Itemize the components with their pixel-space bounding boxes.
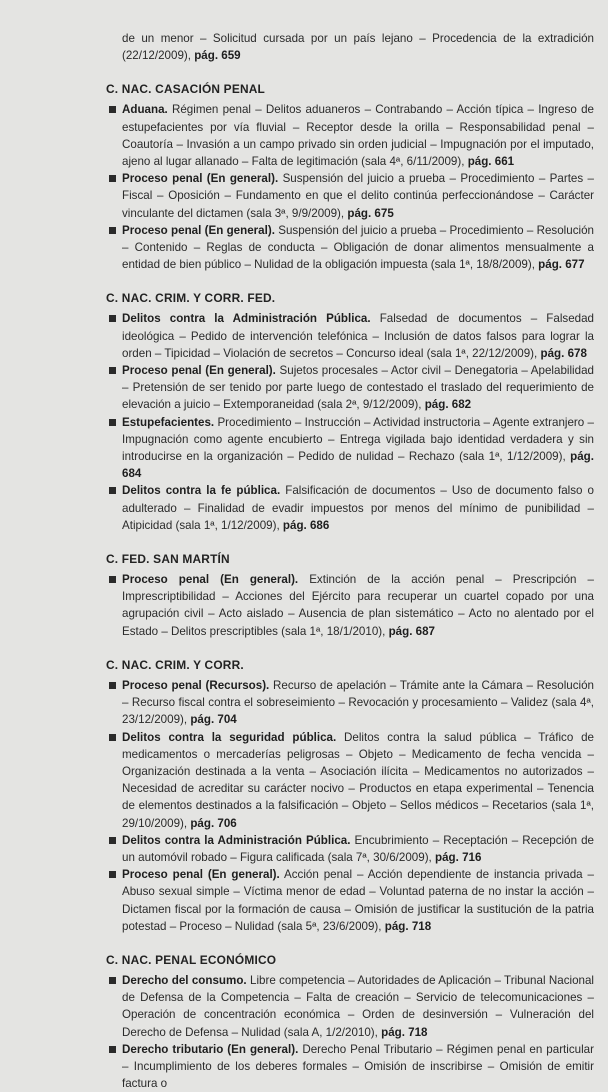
entry-list xyxy=(106,972,594,1092)
section-heading: C. NAC. PENAL ECONÓMICO xyxy=(106,952,277,967)
square-bullet-icon xyxy=(109,682,116,689)
court-section xyxy=(106,290,594,534)
square-bullet-icon xyxy=(109,106,116,113)
intro-text: de un menor – Solicitud cursada por un país lejano – Procedencia de la extradición (22/12/2009), xyxy=(122,32,594,63)
entry-list xyxy=(106,101,594,273)
entry-title: Proceso penal (En general). xyxy=(122,868,280,882)
intro-paragraph xyxy=(106,30,594,64)
list-item xyxy=(106,729,594,832)
court-section xyxy=(106,81,594,273)
entry-text: Régimen penal – Delitos aduaneros – Contrabando – Acción típica – Ingreso de estupefacientes por vía fluvial – Receptor desde la orilla – Responsabilidad penal – Coautoría – Invasión a un campo privado sin orden judicial – Impugnación por el imputado, ajeno al lugar allanado – Falta de legitimación (sala 4ª, 6/11/2009), xyxy=(122,103,594,169)
entry-title: Proceso penal (Recursos). xyxy=(122,678,270,692)
entry-text: Encubrimiento – Receptación – Recepción de un automóvil robado – Figura calificada (sala 7ª, 30/6/2009), xyxy=(122,833,594,864)
entry-list xyxy=(106,310,594,534)
entry-page-ref: pág. 678 xyxy=(540,346,587,360)
entry-title: Estupefacientes. xyxy=(122,415,215,429)
court-section xyxy=(106,657,594,935)
entry-text: Falsificación de documentos – Uso de documento falso o adulterado – Finalidad de evadir impuestos por menos del mínimo de punibilidad – Atipicidad (sala 1ª, 1/12/2009), xyxy=(122,484,594,532)
entry-title: Delitos contra la Administración Pública. xyxy=(122,312,371,326)
square-bullet-icon xyxy=(109,871,116,878)
section-heading: C. NAC. CRIM. Y CORR. xyxy=(106,657,244,672)
list-item xyxy=(106,170,594,222)
entry-page-ref: pág. 684 xyxy=(122,450,594,481)
list-item xyxy=(106,1041,594,1092)
list-item xyxy=(106,414,594,483)
entry-page-ref: pág. 704 xyxy=(190,713,237,727)
entry-page-ref: pág. 718 xyxy=(384,919,432,933)
square-bullet-icon xyxy=(109,1046,116,1053)
court-section xyxy=(106,952,594,1092)
entry-page-ref: pág. 716 xyxy=(435,850,482,864)
list-item xyxy=(106,362,594,414)
section-heading: C. NAC. CASACIÓN PENAL xyxy=(106,82,265,97)
entry-page-ref: pág. 706 xyxy=(190,816,237,830)
square-bullet-icon xyxy=(109,487,116,494)
section-heading: C. FED. SAN MARTÍN xyxy=(106,552,230,567)
entry-list xyxy=(106,571,594,640)
list-item xyxy=(106,866,594,935)
court-section xyxy=(106,551,594,640)
entry-text: Procedimiento – Instrucción – Actividad instructoria – Agente extranjero – Impugnación como agente encubierto – Entrega vigilada bajo identidad verdadera y sin introducirse en la organización – Pedido de nulidad – Rechazo (sala 1ª, 1/12/2009), xyxy=(122,415,594,464)
entry-text: Extinción de la acción penal – Prescripción – Imprescriptibilidad – Acciones del Ejército para recuperar un cuartel copado por una agrupación civil – Acto aislado – Ausencia de plan sistemático – Acto no alentado por el Estado – Delitos prescriptibles (sala 1ª, 18/1/2010), xyxy=(122,573,594,638)
list-item xyxy=(106,310,594,362)
entry-text: Falsedad de documentos – Falsedad ideológica – Pedido de intervención telefónica – Inclusión de datos falsos para lograr la orden – Tipicidad – Violación de secretos – Concurso ideal (sala 1ª, 22/12/2009), xyxy=(122,312,594,360)
entry-title: Proceso penal (En general). xyxy=(122,364,276,378)
square-bullet-icon xyxy=(109,734,116,741)
entry-page-ref: pág. 661 xyxy=(467,155,515,169)
list-item xyxy=(106,482,594,534)
entry-title: Delitos contra la fe pública. xyxy=(122,484,281,498)
square-bullet-icon xyxy=(109,977,116,984)
list-item xyxy=(106,222,594,274)
entry-page-ref: pág. 686 xyxy=(282,518,330,532)
entry-text: Suspensión del juicio a prueba – Procedimiento – Resolución – Contenido – Reglas de conducta – Obligación de donar alimentos mensualmente a entidad de bien público – Nulidad de la obligación impuesta (sala 1ª, 18/8/2009), xyxy=(122,223,594,272)
entry-text: Suspensión del juicio a prueba – Procedimiento – Partes – Fiscal – Oposición – Fundamento en que el delito continúa perfeccionándose – Carácter vinculante del dictamen (sala 3ª, 9/9/2009), xyxy=(122,172,594,220)
entry-text: Libre competencia – Autoridades de Aplicación – Tribunal Nacional de Defensa de la Competencia – Falta de creación – Servicio de telecomunicaciones – Operación de concentración económica – Orden de desinversión – Vulneración del Derecho de Defensa – Nulidad (sala A, 1/2/2010), xyxy=(122,973,594,1039)
entry-list xyxy=(106,677,594,935)
square-bullet-icon xyxy=(109,227,116,234)
entry-page-ref: pág. 675 xyxy=(347,206,394,220)
list-item xyxy=(106,972,594,1041)
entry-title: Proceso penal (En general). xyxy=(122,172,279,186)
square-bullet-icon xyxy=(109,367,116,374)
entry-title: Derecho del consumo. xyxy=(122,973,247,987)
entry-page-ref: pág. 687 xyxy=(388,624,435,638)
list-item xyxy=(106,571,594,640)
entry-page-ref: pág. 677 xyxy=(538,258,585,272)
entry-title: Aduana. xyxy=(122,103,168,117)
entry-title: Proceso penal (En general). xyxy=(122,573,299,587)
entry-title: Proceso penal (En general). xyxy=(122,223,275,237)
entry-text: Sujetos procesales – Actor civil – Denegatoria – Apelabilidad – Pretensión de ser tenido por parte luego de contestado el traslado del requerimiento de elevación a juicio – Extemporaneidad (sala 2ª, 9/12/2009), xyxy=(122,364,594,412)
entry-page-ref: pág. 682 xyxy=(424,398,472,412)
sections-container xyxy=(106,81,594,1092)
entry-text: Recurso de apelación – Trámite ante la Cámara – Resolución – Recurso fiscal contra el sobreseimiento – Revocación y procesamiento – Validez (sala 4ª, 23/12/2009), xyxy=(122,678,594,727)
square-bullet-icon xyxy=(109,315,116,322)
entry-text: Acción penal – Acción dependiente de instancia privada – Abuso sexual simple – Víctima menor de edad – Voluntad paterna de no instar la acción – Dictamen fiscal por la formación de causa – Omisión de justificar la sustitución de la patria potestad – Proceso – Nulidad (sala 5ª, 23/6/2009), xyxy=(122,868,594,933)
entry-title: Delitos contra la seguridad pública. xyxy=(122,730,337,744)
entry-title: Delitos contra la Administración Pública. xyxy=(122,833,351,847)
entry-page-ref: pág. 718 xyxy=(381,1025,428,1039)
square-bullet-icon xyxy=(109,837,116,844)
square-bullet-icon xyxy=(109,175,116,182)
list-item xyxy=(106,832,594,866)
entry-text: Delitos contra la salud pública – Tráfico de medicamentos o mercaderías peligrosas – Objeto – Medicamento de fecha vencida – Organización destinada a la venta – Asociación ilícita – Medicamentos no autorizados – Necesidad de acreditar su carácter nocivo – Productos en etapa experimental – Tenencia de elementos destinados a la falsificación – Objeto – Sellos médicos – Recetarios (sala 1ª, 29/10/2009), xyxy=(122,730,594,830)
section-heading: C. NAC. CRIM. Y CORR. FED. xyxy=(106,291,276,306)
square-bullet-icon xyxy=(109,576,116,583)
entry-text: Derecho Penal Tributario – Régimen penal en particular – Incumplimiento de los deberes formales – Omisión de inscribirse – Omisión de emitir factura o xyxy=(122,1042,594,1091)
square-bullet-icon xyxy=(109,419,116,426)
text-column xyxy=(106,30,594,1092)
entry-title: Derecho tributario (En general). xyxy=(122,1042,299,1056)
intro-page-ref: pág. 659 xyxy=(194,49,241,63)
list-item xyxy=(106,677,594,729)
list-item xyxy=(106,101,594,170)
